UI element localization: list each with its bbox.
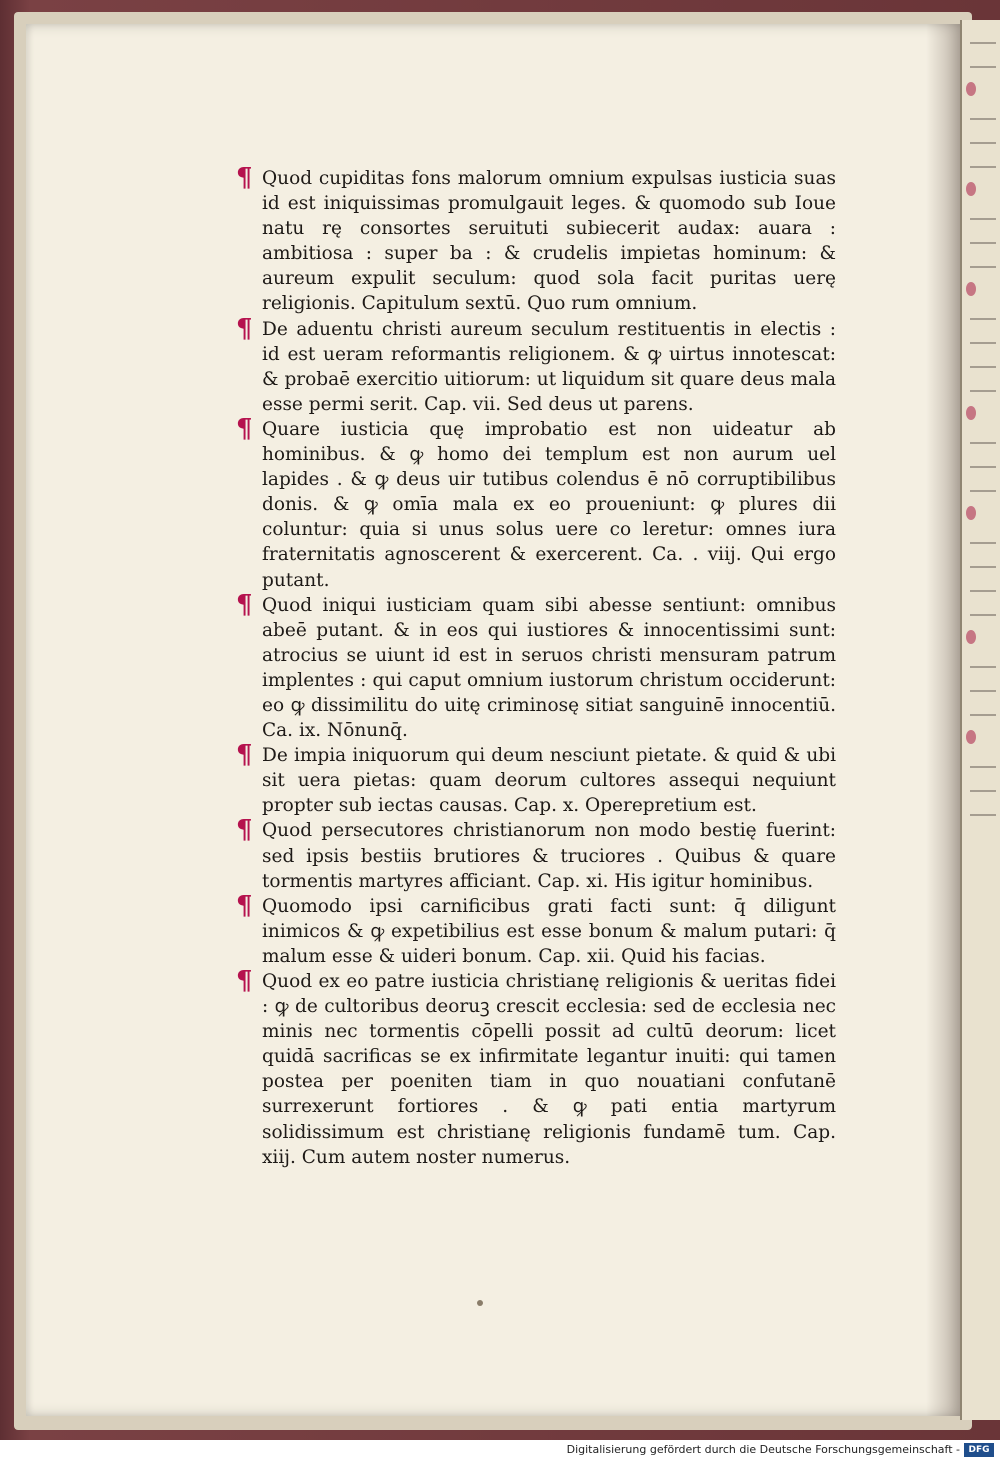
pilcrow-icon: ¶ <box>236 413 253 444</box>
chapter-entry-8 <box>236 413 836 593</box>
pilcrow-icon: ¶ <box>236 163 253 193</box>
pilcrow-icon: ¶ <box>236 815 253 846</box>
chapter-entry-text: De aduentu christi aureum seculum restituentis in electis : id est ueram reformantis religionem. & ꝙ uirtus innotescat: & probaē exercitio uitiorum: ut liquidum sit quare deus mala esse permi serit. Cap. vii. Sed deus ut parens. <box>262 318 836 415</box>
pilcrow-icon: ¶ <box>236 966 253 996</box>
chapter-entry-13 <box>236 966 836 1170</box>
chapter-entry-text: Quod persecutores christianorum non modo bestię fuerint: sed ipsis bestiis brutiores & truciores . Quibus & quare tormentis martyres afficiant. Cap. xi. His igitur hominibus. <box>262 820 836 892</box>
funding-notice: Digitalisierung gefördert durch die Deutsche Forschungsgemeinschaft - <box>566 1443 960 1456</box>
dfg-logo-icon: DFG <box>964 1443 994 1457</box>
chapter-entry-9 <box>236 589 836 744</box>
chapter-list <box>236 163 836 1170</box>
chapter-entry-text: Quod ex eo patre iusticia christianę religionis & ueritas fidei : ꝙ de cultoribus deoruꝫ crescit ecclesia: sed de ecclesia nec minis nec tormentis cōpelli possit ad cultū deorum: licet quidā sacrificas se ex infirmitate legantur inuiti: qui tamen postea per poeniten tiam in quo nouatiani confutanē surrexerunt fortiores . & ꝙ pati entia martyrum solidissimum est christianę religionis fundamē tum. Cap. xiij. Cum autem noster numerus. <box>262 971 836 1168</box>
facing-page-edge <box>960 20 1000 1420</box>
pilcrow-icon: ¶ <box>236 740 253 771</box>
pilcrow-icon: ¶ <box>236 589 253 620</box>
pilcrow-icon: ¶ <box>236 890 253 921</box>
chapter-entry-11 <box>236 815 836 893</box>
chapter-entry-12 <box>236 890 836 969</box>
chapter-entry-text: De impia iniquorum qui deum nesciunt pietate. & quid & ubi sit uera pietas: quam deorum cultores assequi nequiunt propter sub iectas causas. Cap. x. Operepretium est. <box>262 745 836 817</box>
chapter-entry-text: Quod iniqui iusticiam quam sibi abesse sentiunt: omnibus abeē putant. & in eos qui iustiores & innocentissimi sunt: atrocius se uiunt id est in seruos christi mensuram patrum implentes : qui caput omnium iustorum christum occiderunt: eo ꝙ dissimilitu do uitę criminosę sitiat sanguinē innocentiū. Ca. ix. Nōnunq̄. <box>262 594 836 742</box>
footer-bar <box>0 1440 1000 1460</box>
paper-blemish <box>477 1300 483 1306</box>
chapter-entry-7 <box>236 313 836 417</box>
chapter-entry-10 <box>236 740 836 818</box>
chapter-entry-6 <box>236 163 836 317</box>
chapter-entry-text: Quare iusticia quę improbatio est non uideatur ab hominibus. & ꝙ homo dei templum est non aurum uel lapides . & ꝙ deus uir tutibus colendus ē nō corruptibilibus donis. & ꝙ omīa mala ex eo proueniunt: ꝙ plures dii coluntur: quia si unus solus uere co leretur: omnes iura fraternitatis agnoscerent & exercerent. Ca. . viij. Qui ergo putant. <box>262 418 836 591</box>
pilcrow-icon: ¶ <box>236 313 253 344</box>
chapter-entry-text: Quod cupiditas fons malorum omnium expulsas iusticia suas id est iniquissimas promulgauit leges. & quomodo sub Ioue natu rę consortes seruituti subiecerit audax: auara : ambitiosa : super ba : & crudelis impietas hominum: & aureum expulit seculum: quod sola facit puritas uerę religionis. Capitulum sextū. Quo rum omnium. <box>262 168 836 315</box>
chapter-entry-text: Quomodo ipsi carnificibus grati facti sunt: q̄ diligunt inimicos & ꝙ expetibilius est esse bonum & malum putari: q̄ malum esse & uideri bonum. Cap. xii. Quid his facias. <box>262 895 836 967</box>
